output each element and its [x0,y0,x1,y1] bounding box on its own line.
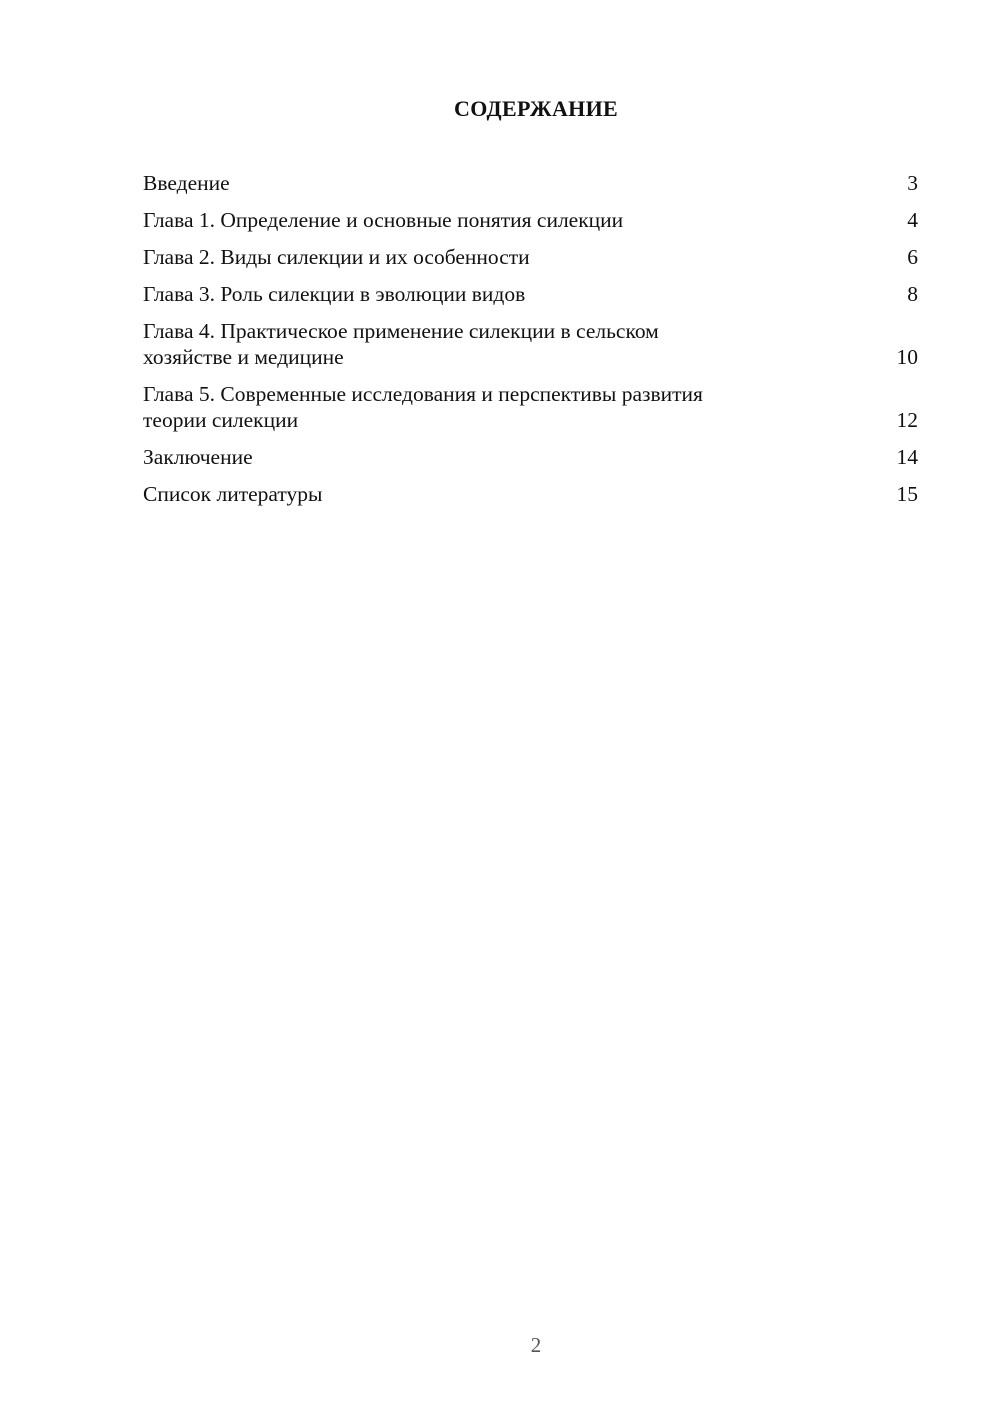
toc-entry-label-line: Список литературы [143,482,323,506]
toc-entry-label-line: Глава 2. Виды силекции и их особенности [143,245,530,269]
toc-entry-label-line: Глава 5. Современные исследования и перспективы развития [143,382,703,406]
toc-entry-label [143,318,888,370]
toc-entry-label [143,444,888,470]
toc-entry-label-line: Глава 4. Практическое применение силекции в сельском [143,319,659,343]
toc-entry-label-line: Введение [143,171,230,195]
toc-entry-label [143,281,888,307]
toc-entry-chapter-2 [143,244,918,270]
toc-entry-conclusion [143,444,918,470]
toc-entry-chapter-5 [143,381,918,433]
toc-entry-label [143,170,888,196]
toc-entry-label-line: Глава 3. Роль силекции в эволюции видов [143,282,526,306]
toc-entry-page-number: 14 [896,445,918,469]
toc-entry-label [143,244,888,270]
toc-entry-page-number: 6 [907,245,918,269]
toc-entry-label-line: Заключение [143,445,253,469]
page-number: 2 [530,1333,542,1357]
toc-entry-page-number: 4 [907,208,918,232]
toc-entry-chapter-1 [143,207,918,233]
toc-entry-label-line: Глава 1. Определение и основные понятия силекции [143,208,624,232]
toc-entry-label-line: хозяйстве и медицине [143,345,344,369]
toc-entry-label [143,207,888,233]
toc-entry-page-number: 8 [907,282,918,306]
toc-entry-introduction [143,170,918,196]
toc-entry-chapter-3 [143,281,918,307]
toc-entry-page-number: 10 [896,345,918,369]
toc-entry-chapter-4 [143,318,918,370]
toc-entry-label [143,481,888,507]
toc-entry-page-number: 15 [896,482,918,506]
toc-entry-page-number: 3 [907,171,918,195]
toc-entry-references [143,481,918,507]
toc-entry-label-line: теории силекции [143,408,299,432]
table-of-contents [143,170,918,518]
toc-entry-label [143,381,888,433]
toc-entry-page-number: 12 [896,408,918,432]
page-title: СОДЕРЖАНИЕ [454,96,618,121]
